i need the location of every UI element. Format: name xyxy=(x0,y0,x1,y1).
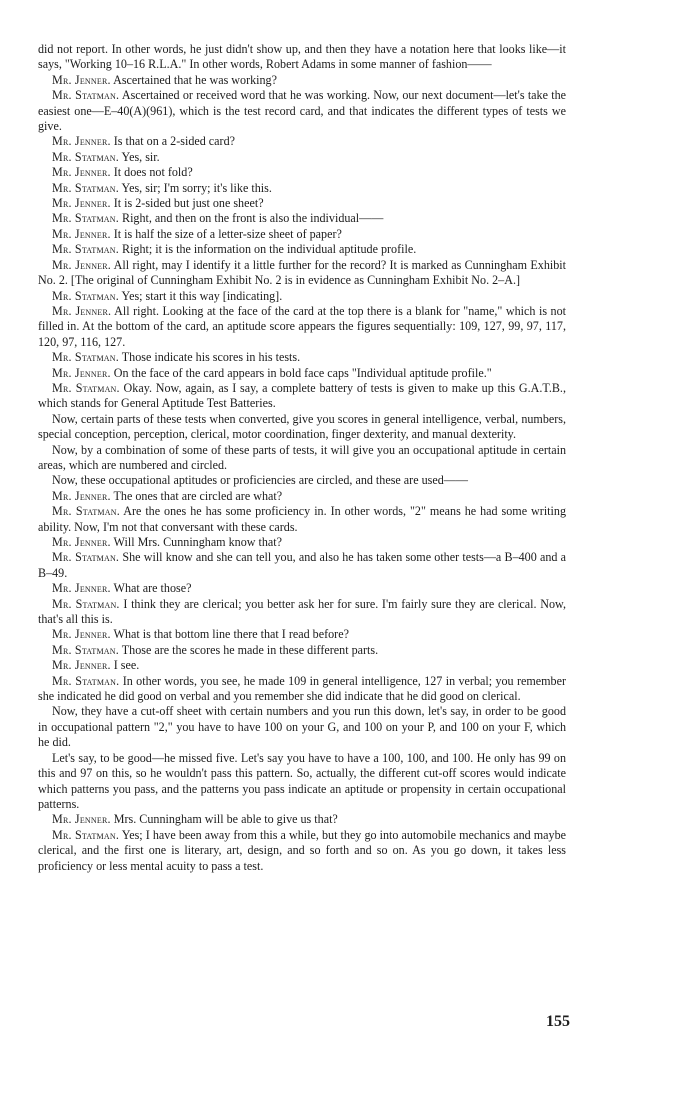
page-number: 155 xyxy=(546,1013,570,1030)
paragraph-text: She will know and she can tell you, and also he has taken some other tests—a B–400 and a B–49. xyxy=(38,550,567,580)
transcript-paragraph xyxy=(38,751,566,813)
paragraph-text: I think they are clerical; you better ask her for sure. I'm fairly sure they are clerical. Now, that's all this is. xyxy=(38,596,566,627)
paragraph-text: What is that bottom line there that I read before? xyxy=(110,627,349,642)
speaker-name: Mr. Statman. xyxy=(52,350,119,365)
speaker-name: Mr. Jenner. xyxy=(52,134,111,149)
speaker-name: Mr. Statman. xyxy=(52,242,119,257)
speaker-name: Mr. Jenner. xyxy=(52,581,111,596)
speaker-name: Mr. Statman. xyxy=(52,211,119,226)
speaker-name: Mr. Jenner. xyxy=(52,488,111,503)
speaker-name: Mr. Jenner. xyxy=(52,812,111,827)
speaker-name: Mr. Statman. xyxy=(52,504,120,519)
speaker-name: Mr. Jenner. xyxy=(52,303,112,318)
paragraph-text: Yes, sir; I'm sorry; it's like this. xyxy=(118,180,272,195)
document-body xyxy=(38,42,566,874)
transcript-paragraph xyxy=(38,443,566,474)
transcript-paragraph xyxy=(38,473,566,488)
speaker-name: Mr. Statman. xyxy=(52,149,119,164)
paragraph-text: What are those? xyxy=(110,581,192,596)
paragraph-text: Ascertained or received word that he was working. Now, our next document—let's take the easiest one—E–40(A)(961), which is the test record card, and that indicates the different types of tests we give. xyxy=(38,88,566,134)
speaker-name: Mr. Statman. xyxy=(52,642,119,657)
paragraph-text: It is 2-sided but just one sheet? xyxy=(110,196,264,211)
speaker-name: Mr. Jenner. xyxy=(52,365,111,380)
transcript-paragraph xyxy=(38,150,566,165)
transcript-paragraph xyxy=(38,366,566,381)
paragraph-text: Now, by a combination of some of these parts of tests, it will give you an occupational aptitude in certain areas, which are numbered and circled. xyxy=(38,442,566,472)
transcript-paragraph xyxy=(38,242,566,257)
paragraph-text: It does not fold? xyxy=(110,165,193,180)
speaker-name: Mr. Jenner. xyxy=(52,165,111,180)
transcript-paragraph xyxy=(38,289,566,304)
paragraph-text: All right. Looking at the face of the card at the top there is a blank for "name," which is not filled in. At the bottom of the card, an aptitude score appears the figures sequentially: 109, 127, 99, 97, 117, 120, 97, 116, 127. xyxy=(38,303,567,349)
paragraph-text: On the face of the card appears in bold face caps "Individual aptitude profile." xyxy=(110,365,492,380)
transcript-paragraph xyxy=(38,211,566,226)
speaker-name: Mr. Jenner. xyxy=(52,627,111,642)
transcript-paragraph xyxy=(38,550,566,581)
transcript-paragraph xyxy=(38,73,566,88)
transcript-paragraph xyxy=(38,196,566,211)
paragraph-text: Those are the scores he made in these different parts. xyxy=(118,642,379,657)
paragraph-text: Let's say, to be good—he missed five. Let's say you have to have a 100, 100, and 100. He only has 99 on this and 97 on this, so he wouldn't pass this pattern. So, actually, the different cut-off scores would indicate which patterns you pass, and the patterns you pass indicate an aptitude or propensity in certain occupational patterns. xyxy=(38,750,566,811)
paragraph-text: All right, may I identify it a little further for the record? It is marked as Cunningham Exhibit No. 2. [The original of Cunningham Exhibit No. 2 is in evidence as Cunningham Exhibit No. 2–A.] xyxy=(38,257,566,288)
speaker-name: Mr. Statman. xyxy=(52,88,120,103)
transcript-paragraph xyxy=(38,134,566,149)
speaker-name: Mr. Jenner. xyxy=(52,257,112,272)
speaker-name: Mr. Statman. xyxy=(52,596,120,611)
paragraph-text: Those indicate his scores in his tests. xyxy=(118,350,301,365)
paragraph-text: Okay. Now, again, as I say, a complete battery of tests is given to make up this G.A.T.B., which stands for General Aptitude Test Batteries. xyxy=(38,380,566,411)
transcript-paragraph xyxy=(38,674,566,705)
paragraph-text: Right; it is the information on the individual aptitude profile. xyxy=(118,242,417,257)
speaker-name: Mr. Jenner. xyxy=(52,196,111,211)
paragraph-text: Now, they have a cut-off sheet with certain numbers and you run this down, let's say, in order to be good in occupational pattern "2," you have to have 100 on your G, and 100 on your P, and 100 on your F, which he did. xyxy=(38,704,566,750)
speaker-name: Mr. Statman. xyxy=(52,288,119,303)
speaker-name: Mr. Statman. xyxy=(52,550,120,565)
speaker-name: Mr. Jenner. xyxy=(52,226,111,241)
transcript-paragraph xyxy=(38,88,566,134)
transcript-paragraph xyxy=(38,181,566,196)
transcript-paragraph xyxy=(38,381,566,412)
transcript-paragraph xyxy=(38,412,566,443)
speaker-name: Mr. Statman. xyxy=(52,673,120,688)
transcript-paragraph xyxy=(38,350,566,365)
transcript-paragraph xyxy=(38,812,566,827)
paragraph-text: Right, and then on the front is also the individual—— xyxy=(118,211,384,226)
paragraph-text: Yes; I have been away from this a while, but they go into automobile mechanics and maybe clerical, and the first one is literary, art, design, and so forth and so on. As you go down, it takes less proficiency or less mental acuity to pass a test. xyxy=(38,827,566,873)
transcript-paragraph xyxy=(38,581,566,596)
transcript-paragraph xyxy=(38,304,566,350)
transcript-paragraph xyxy=(38,627,566,642)
transcript-paragraph xyxy=(38,828,566,874)
speaker-name: Mr. Statman. xyxy=(52,380,120,395)
speaker-name: Mr. Statman. xyxy=(52,827,120,842)
speaker-name: Mr. Jenner. xyxy=(52,72,111,87)
paragraph-text: Now, these occupational aptitudes or proficiencies are circled, and these are used—— xyxy=(52,473,468,488)
transcript-paragraph xyxy=(38,535,566,550)
transcript-paragraph xyxy=(38,504,566,535)
paragraph-text: Will Mrs. Cunningham know that? xyxy=(110,535,283,549)
speaker-name: Mr. Statman. xyxy=(52,180,119,195)
paragraph-text: Are the ones he has some proficiency in. In other words, "2" means he had some writing ability. Now, I'm not that conversant with these cards. xyxy=(38,504,566,534)
transcript-paragraph xyxy=(38,658,566,673)
paragraph-text: Yes; start it this way [indicating]. xyxy=(118,288,283,303)
transcript-paragraph xyxy=(38,643,566,658)
transcript-paragraph xyxy=(38,704,566,750)
paragraph-text: I see. xyxy=(110,658,140,673)
transcript-paragraphs xyxy=(38,73,566,874)
paragraph-text: It is half the size of a letter-size sheet of paper? xyxy=(110,226,342,241)
speaker-name: Mr. Jenner. xyxy=(52,535,111,549)
paragraph-text: Yes, sir. xyxy=(118,149,160,164)
paragraph-text: In other words, you see, he made 109 in general intelligence, 127 in verbal; you remember she indicated he did good on verbal and you remember she did indicate that he did good on clerical. xyxy=(38,673,566,704)
paragraph-text: The ones that are circled are what? xyxy=(110,488,283,503)
speaker-name: Mr. Jenner. xyxy=(52,658,111,673)
paragraph-text: Ascertained that he was working? xyxy=(110,72,277,87)
transcript-paragraph xyxy=(38,165,566,180)
opening-paragraph: did not report. In other words, he just didn't show up, and then they have a notation here that looks like—it says, "Working 10–16 R.L.A." In other words, Robert Adams in some manner of fashion—— xyxy=(38,42,566,72)
paragraph-text: Now, certain parts of these tests when converted, give you scores in general intelligence, verbal, numbers, special conception, perception, clerical, motor coordination, finger dexterity, and manual dexterity. xyxy=(38,411,566,442)
transcript-paragraph xyxy=(38,597,566,628)
transcript-paragraph xyxy=(38,258,566,289)
transcript-paragraph xyxy=(38,489,566,504)
paragraph-text: Is that on a 2-sided card? xyxy=(110,134,235,149)
transcript-paragraph xyxy=(38,227,566,242)
paragraph-text: Mrs. Cunningham will be able to give us that? xyxy=(110,812,338,827)
